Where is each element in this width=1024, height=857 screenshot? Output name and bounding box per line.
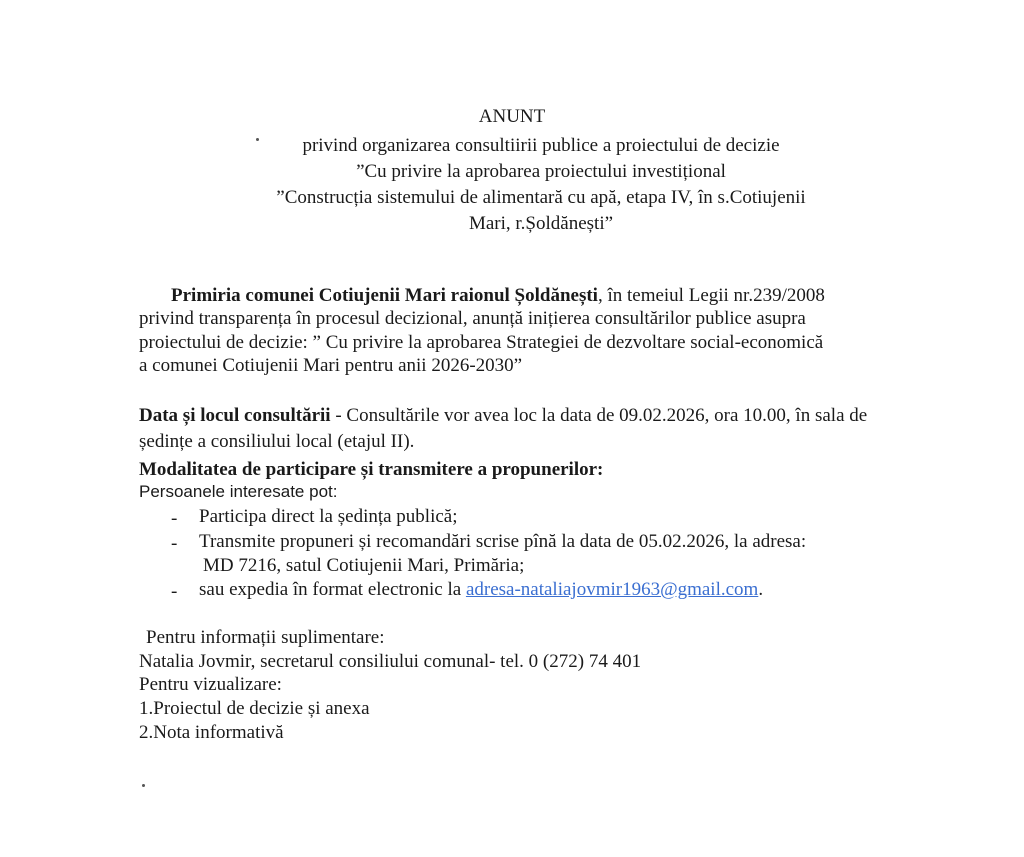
list-dash-2: - [171,533,178,554]
consultation-text: - Consultările vor avea loc la data de 09.02.2026, ora 10.00, în sala de [330,405,868,426]
list-dash-3: - [171,581,178,602]
address-line: MD 7216, satul Cotiujenii Mari, Primăria; [203,555,525,576]
doc-item-2: 2.Nota informativă [139,722,284,743]
list-item-2: Transmite propuneri și recomandări scrise pînă la data de 05.02.2026, la adresa: [199,531,807,552]
intro-line-3: proiectului de decizie: ” Cu privire la aprobarea Strategiei de dezvoltare social-economică [139,332,824,353]
intro-line-2: privind transparența în procesul decizional, anunță inițierea consultărilor publice asupra [139,308,806,329]
scan-speck [256,138,259,141]
list-dash-1: - [171,508,178,529]
institution-name: Primiria comunei Cotiujenii Mari raionul Șoldănești [171,285,598,306]
participation-intro: Persoanele interesate pot: [139,482,338,501]
list-item-1: Participa direct la ședința publică; [199,506,458,527]
title-line-4: Mari, r.Șoldănești” [468,213,614,234]
consultation-line-2: ședințe a consiliului local (etajul II). [139,431,415,452]
info-heading: Pentru informații suplimentare: [146,627,385,648]
doc-item-1: 1.Proiectul de decizie și anexa [139,698,370,719]
intro-line-1 [171,285,825,307]
email-link[interactable]: adresa-nataliajovmir1963@gmail.com [465,579,759,600]
announcement-title: ANUNT [478,106,546,127]
view-heading: Pentru vizualizare: [139,674,282,695]
list-item-3-text: sau expedia în format electronic la [199,579,466,600]
consultation-label: Data și locul consultării [139,405,331,426]
title-line-2: ”Cu privire la aprobarea proiectului investițional [356,161,726,182]
list-item-3 [199,579,763,601]
title-line-3: ”Construcția sistemului de alimentară cu apă, etapa IV, în s.Cotiujenii [276,187,806,208]
scan-speck [142,784,145,787]
email-suffix: . [758,579,764,600]
intro-line-4: a comunei Cotiujenii Mari pentru anii 2026-2030” [139,355,523,376]
intro-line-1-rest: , în temeiul Legii nr.239/2008 [597,285,825,306]
participation-heading: Modalitatea de participare și transmitere a propunerilor: [139,459,604,480]
title-line-1: privind organizarea consultiirii publice a proiectului de decizie [302,135,780,156]
contact-line: Natalia Jovmir, secretarul consiliului comunal- tel. 0 (272) 74 401 [139,651,642,672]
consultation-line-1 [139,405,867,427]
